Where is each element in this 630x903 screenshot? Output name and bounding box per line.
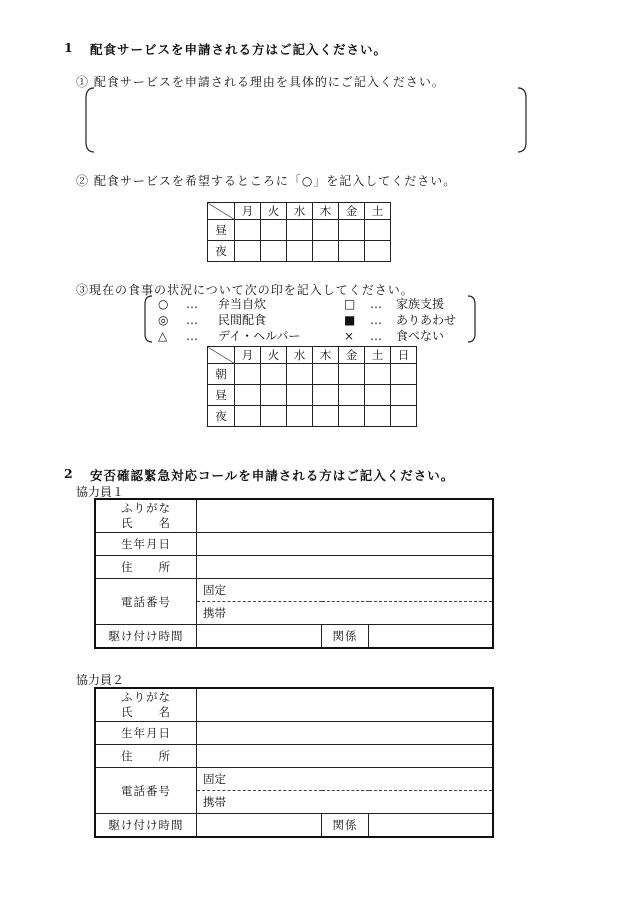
address-input[interactable] bbox=[197, 556, 494, 579]
grid-cell[interactable] bbox=[339, 385, 365, 406]
rush-time-label: 駆け付け時間 bbox=[95, 814, 197, 838]
grid-corner-cell bbox=[208, 203, 235, 220]
grid-cell[interactable] bbox=[235, 406, 261, 427]
relation-input[interactable] bbox=[369, 814, 494, 838]
reason-input-bracket[interactable] bbox=[82, 86, 542, 156]
birth-date-label: 生年月日 bbox=[95, 722, 197, 745]
current-meal-grid bbox=[207, 346, 417, 427]
section-1-title: 配食サービスを申請される方はご記入ください。 bbox=[90, 42, 388, 57]
grid-cell[interactable] bbox=[339, 241, 365, 262]
day-header-sat: 土 bbox=[365, 347, 391, 364]
rush-time-input[interactable] bbox=[197, 625, 322, 649]
triangle-symbol: △ bbox=[158, 329, 168, 343]
birth-date-input[interactable] bbox=[197, 722, 494, 745]
day-header-thu: 木 bbox=[313, 203, 339, 220]
member-2-heading: 協力員２ bbox=[76, 673, 125, 687]
legend-dots: … bbox=[186, 297, 198, 311]
grid-cell[interactable] bbox=[261, 406, 287, 427]
name-label: 氏 名 bbox=[121, 516, 171, 530]
grid-cell[interactable] bbox=[313, 385, 339, 406]
birth-date-input[interactable] bbox=[197, 533, 494, 556]
name-label: 氏 名 bbox=[121, 705, 171, 719]
fixed-phone-field[interactable]: 固定 bbox=[197, 768, 494, 791]
day-header-sat: 土 bbox=[365, 203, 391, 220]
rush-time-input[interactable] bbox=[197, 814, 322, 838]
legend-row bbox=[150, 328, 480, 344]
grid-cell[interactable] bbox=[287, 220, 313, 241]
row-header-lunch: 昼 bbox=[208, 385, 235, 406]
cross-symbol: × bbox=[344, 329, 355, 343]
member-1-heading: 協力員１ bbox=[76, 485, 125, 499]
service-request-grid bbox=[207, 202, 391, 262]
furigana-label: ふりがな bbox=[121, 690, 171, 704]
grid-cell[interactable] bbox=[235, 385, 261, 406]
legend-row bbox=[150, 296, 480, 312]
grid-cell[interactable] bbox=[365, 406, 391, 427]
day-header-wed: 水 bbox=[287, 347, 313, 364]
grid-cell[interactable] bbox=[235, 364, 261, 385]
relation-input[interactable] bbox=[369, 625, 494, 649]
address-input[interactable] bbox=[197, 745, 494, 768]
grid-cell[interactable] bbox=[339, 364, 365, 385]
day-header-tue: 火 bbox=[261, 347, 287, 364]
row-header-dinner: 夜 bbox=[208, 406, 235, 427]
grid-cell[interactable] bbox=[339, 220, 365, 241]
day-header-mon: 月 bbox=[235, 203, 261, 220]
name-input[interactable] bbox=[197, 688, 494, 722]
grid-cell[interactable] bbox=[313, 364, 339, 385]
grid-cell[interactable] bbox=[287, 406, 313, 427]
section-2-title: 安否確認緊急対応コールを申請される方はご記入ください。 bbox=[90, 468, 455, 483]
legend-label: 家族支援 bbox=[396, 297, 445, 311]
grid-cell[interactable] bbox=[391, 385, 417, 406]
grid-cell[interactable] bbox=[235, 241, 261, 262]
grid-cell[interactable] bbox=[287, 385, 313, 406]
day-header-thu: 木 bbox=[313, 347, 339, 364]
phone-label: 電話番号 bbox=[95, 768, 197, 814]
question-1: ① 配食サービスを申請される理由を具体的にご記入ください。 bbox=[76, 75, 445, 89]
grid-cell[interactable] bbox=[365, 364, 391, 385]
row-header-breakfast: 朝 bbox=[208, 364, 235, 385]
circle-symbol: ○ bbox=[158, 297, 169, 311]
legend-dots: … bbox=[186, 313, 198, 327]
grid-cell[interactable] bbox=[391, 364, 417, 385]
rush-time-label: 駆け付け時間 bbox=[95, 625, 197, 649]
legend-dots: … bbox=[370, 329, 382, 343]
grid-cell[interactable] bbox=[365, 385, 391, 406]
relation-label: 関係 bbox=[322, 625, 369, 649]
name-label-cell bbox=[95, 688, 197, 722]
question-3: ③現在の食事の状況について次の印を記入してください。 bbox=[76, 283, 414, 297]
address-label: 住 所 bbox=[95, 745, 197, 768]
member-2-form bbox=[94, 687, 494, 838]
grid-corner-cell bbox=[208, 347, 235, 364]
relation-label: 関係 bbox=[322, 814, 369, 838]
phone-label: 電話番号 bbox=[95, 579, 197, 625]
day-header-tue: 火 bbox=[261, 203, 287, 220]
grid-cell[interactable] bbox=[313, 220, 339, 241]
birth-date-label: 生年月日 bbox=[95, 533, 197, 556]
name-label-cell bbox=[95, 499, 197, 533]
grid-cell[interactable] bbox=[339, 406, 365, 427]
grid-cell[interactable] bbox=[365, 220, 391, 241]
name-input[interactable] bbox=[197, 499, 494, 533]
legend-label: デイ・ヘルパー bbox=[218, 329, 301, 343]
legend-row bbox=[150, 312, 480, 328]
day-header-wed: 水 bbox=[287, 203, 313, 220]
double-circle-symbol: ◎ bbox=[158, 313, 169, 327]
fixed-phone-field[interactable]: 固定 bbox=[197, 579, 494, 602]
question-2: ② 配食サービスを希望するところに「○」を記入してください。 bbox=[76, 174, 457, 188]
legend-dots: … bbox=[370, 313, 382, 327]
member-1-form bbox=[94, 498, 494, 649]
grid-cell[interactable] bbox=[313, 241, 339, 262]
grid-cell[interactable] bbox=[313, 406, 339, 427]
section-2-number: 2 bbox=[64, 466, 74, 481]
row-header-dinner: 夜 bbox=[208, 241, 235, 262]
legend-label: ありあわせ bbox=[396, 313, 457, 327]
day-header-fri: 金 bbox=[339, 203, 365, 220]
grid-cell[interactable] bbox=[365, 241, 391, 262]
day-header-mon: 月 bbox=[235, 347, 261, 364]
legend-dots: … bbox=[370, 297, 382, 311]
day-header-sun: 日 bbox=[391, 347, 417, 364]
legend-label: 食べない bbox=[396, 329, 445, 343]
filled-square-symbol: ■ bbox=[344, 313, 356, 327]
day-header-fri: 金 bbox=[339, 347, 365, 364]
legend-label: 民間配食 bbox=[218, 313, 267, 327]
grid-cell[interactable] bbox=[261, 220, 287, 241]
grid-cell[interactable] bbox=[391, 406, 417, 427]
legend-label: 弁当自炊 bbox=[218, 297, 267, 311]
grid-cell[interactable] bbox=[261, 385, 287, 406]
grid-cell[interactable] bbox=[261, 364, 287, 385]
row-header-lunch: 昼 bbox=[208, 220, 235, 241]
section-1-number: 1 bbox=[64, 40, 74, 55]
legend-dots: … bbox=[186, 329, 198, 343]
grid-cell[interactable] bbox=[287, 241, 313, 262]
address-label: 住 所 bbox=[95, 556, 197, 579]
grid-cell[interactable] bbox=[235, 220, 261, 241]
mobile-phone-field[interactable]: 携帯 bbox=[197, 791, 494, 814]
furigana-label: ふりがな bbox=[121, 501, 171, 515]
meal-legend bbox=[150, 296, 480, 344]
square-symbol: □ bbox=[344, 297, 356, 311]
grid-cell[interactable] bbox=[287, 364, 313, 385]
grid-cell[interactable] bbox=[261, 241, 287, 262]
mobile-phone-field[interactable]: 携帯 bbox=[197, 602, 494, 625]
